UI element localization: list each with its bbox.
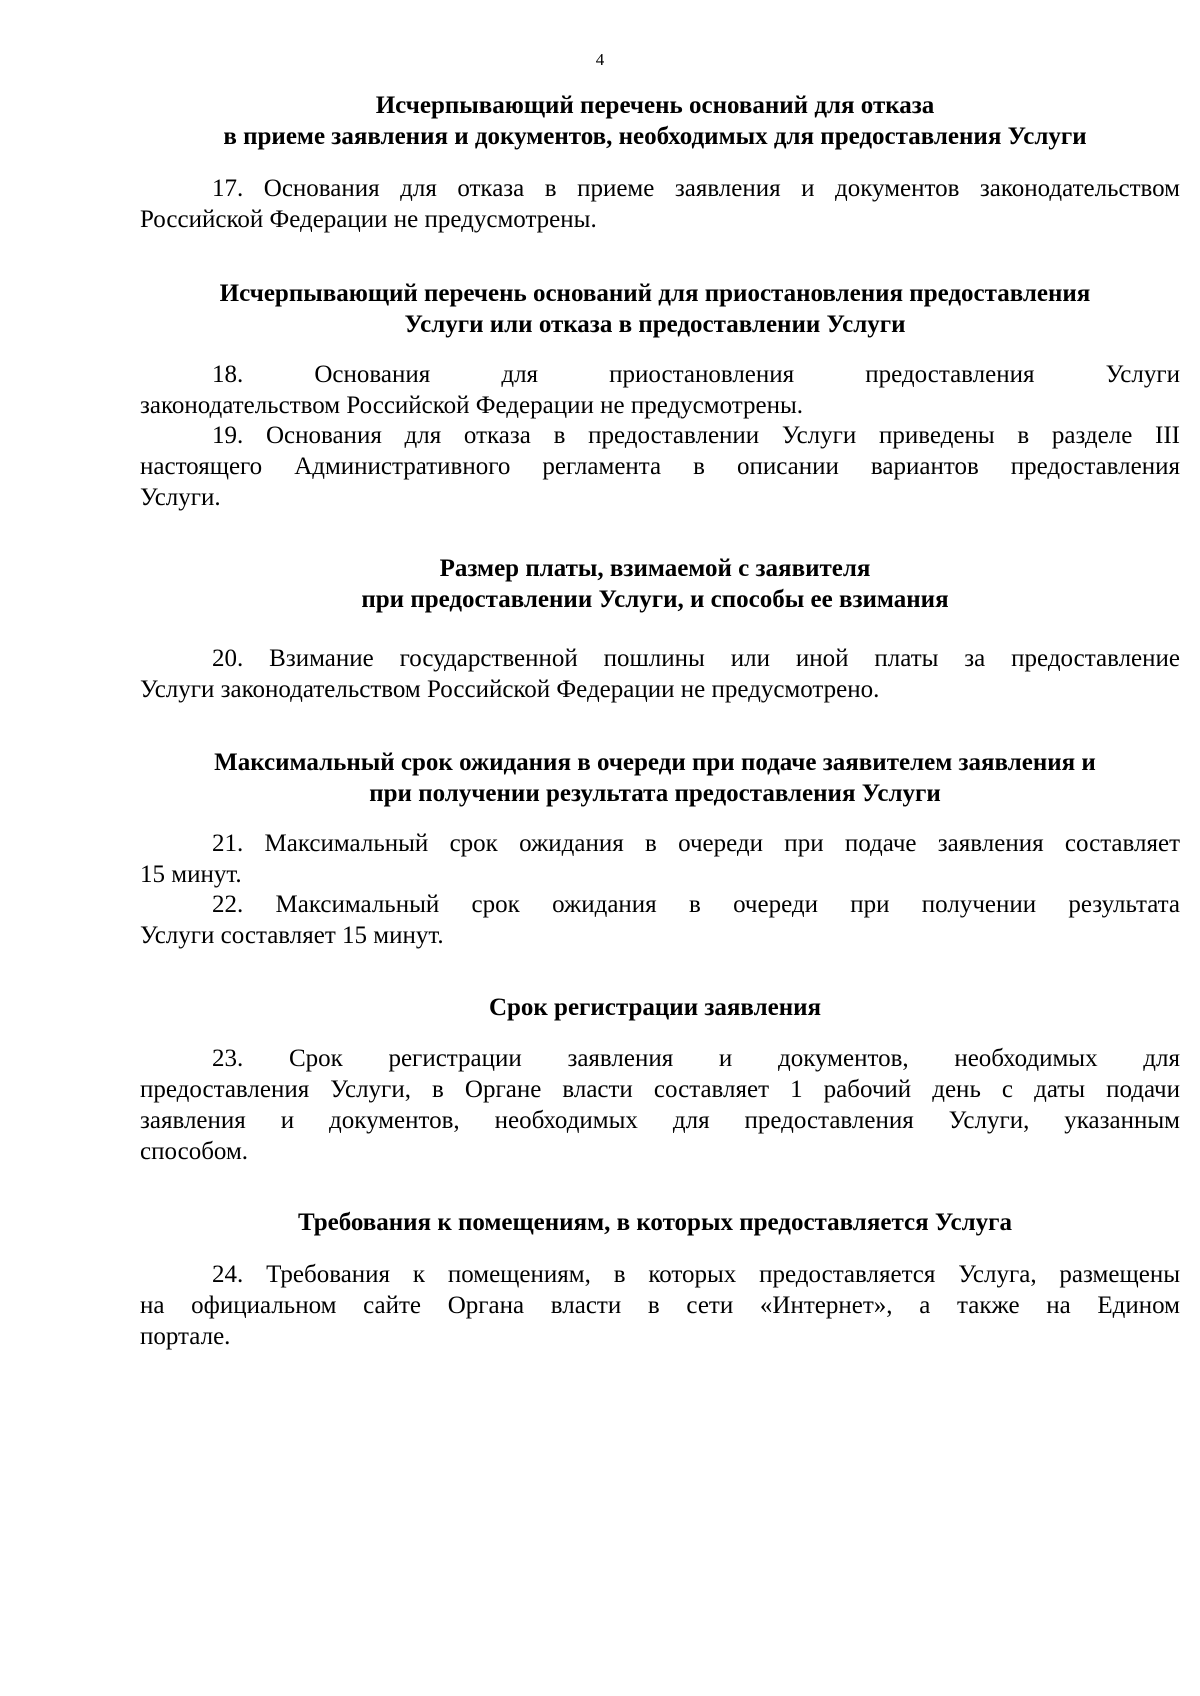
paragraph-20 [140,643,1180,705]
paragraph-line: портале. [140,1323,231,1350]
paragraph-line: 21. Максимальный срок ожидания в очереди при подаче заявления составляет [212,830,1180,857]
paragraph-line: Российской Федерации не предусмотрены. [140,206,597,233]
paragraph-line: 18. Основания для приостановления предоставления Услуги [212,361,1180,388]
section-heading [130,1207,1180,1238]
paragraph-line: 23. Срок регистрации заявления и документов, необходимых для [212,1045,1180,1072]
paragraph-21 [140,828,1180,890]
paragraph-line: 22. Максимальный срок ожидания в очереди при получении результата [212,891,1180,918]
paragraph-line: 20. Взимание государственной пошлины или иной платы за предоставление [212,645,1180,672]
heading-line: Срок регистрации заявления [488,994,822,1021]
heading-line: Исчерпывающий перечень оснований для приостановления предоставления [219,280,1091,307]
paragraph-line: заявления и документов, необходимых для предоставления Услуги, указанным [140,1107,1180,1134]
heading-line: Размер платы, взимаемой с заявителя [439,555,871,582]
paragraph-line: Услуги составляет 15 минут. [140,922,444,949]
paragraph-22 [140,889,1180,951]
paragraph-line: Услуги. [140,484,221,511]
paragraph-line: законодательством Российской Федерации не предусмотрены. [140,392,804,419]
page-number: 4 [595,50,605,69]
section-heading [130,553,1180,615]
paragraph-line: предоставления Услуги, в Органе власти составляет 1 рабочий день с даты подачи [140,1076,1180,1103]
paragraph-line: на официальном сайте Органа власти в сети «Интернет», а также на Едином [140,1292,1180,1319]
paragraph-line: настоящего Административного регламента в описании вариантов предоставления [140,453,1180,480]
paragraph-line: Услуги законодательством Российской Федерации не предусмотрено. [140,676,880,703]
heading-line: при предоставлении Услуги, и способы ее взимания [361,586,949,613]
paragraph-line: 19. Основания для отказа в предоставлении Услуги приведены в разделе III [212,422,1180,449]
section-heading [130,278,1180,340]
heading-line: Требования к помещениям, в которых предоставляется Услуга [297,1209,1013,1236]
section-heading [130,747,1180,809]
paragraph-19 [140,420,1180,513]
paragraph-line: способом. [140,1138,249,1165]
paragraph-24 [140,1259,1180,1352]
paragraph-18 [140,359,1180,421]
heading-line: при получении результата предоставления Услуги [369,780,941,807]
heading-line: в приеме заявления и документов, необходимых для предоставления Услуги [223,123,1087,150]
paragraph-23 [140,1043,1180,1167]
section-heading [130,90,1180,152]
paragraph-17 [140,173,1180,235]
heading-line: Услуги или отказа в предоставлении Услуги [404,311,906,338]
paragraph-line: 17. Основания для отказа в приеме заявления и документов законодательством [212,175,1180,202]
heading-line: Исчерпывающий перечень оснований для отказа [375,92,935,119]
heading-line: Максимальный срок ожидания в очереди при подаче заявителем заявления и [214,749,1096,776]
paragraph-line: 15 минут. [140,861,242,888]
section-heading [130,992,1180,1023]
paragraph-line: 24. Требования к помещениям, в которых предоставляется Услуга, размещены [212,1261,1180,1288]
